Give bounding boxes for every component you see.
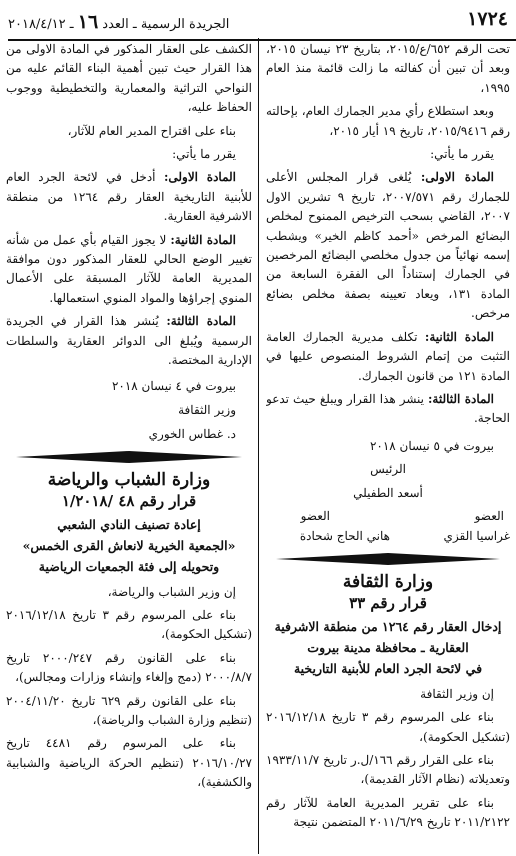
subject-line: وتحويله إلى فئة الجمعيات الرياضية	[38, 558, 220, 574]
signer-name: د. غطاس الخوري	[148, 427, 236, 442]
paragraph: بناء على تقرير المديرية العامة للآثار رقم ٢٠١١/٢١٢٢ تاريخ ٢٠١١/٦/٢٩ المتضمن نتيجة	[266, 795, 510, 830]
signature-block	[6, 377, 252, 445]
decision-title: قرار رقم ٣٣	[349, 594, 427, 613]
right-column	[266, 40, 510, 852]
member-name: غراسيا القزي	[443, 528, 510, 543]
article-text: تكلف مديرية الجمارك العامة التثبت من إتمام الشروط المنصوص عليها في المادة ١٢١ من قانون الجمارك.	[266, 329, 510, 383]
paragraph: بناء على القرار رقم ١٦٦/ل.ر تاريخ ١٩٣٣/١١/٧ وتعديلاته (نظام الآثار القديمة)،	[266, 752, 510, 787]
subject-line: إعادة تصنيف النادي الشعبي	[57, 516, 201, 532]
paragraph: بناء على المرسوم رقم ٤٤٨١ تاريخ ٢٠١٦/١٠/٢٧ (تنظيم الحركة الرياضية والشبابية والكشفية)،	[6, 736, 252, 790]
minister-intro: إن وزير الثقافة	[420, 686, 494, 701]
resolves-line: يقرر ما يأتي:	[430, 147, 494, 162]
page-number: ١٧٢٤	[467, 8, 508, 30]
article-label: المادة الثالثة:	[166, 314, 236, 329]
subject-line: إدخال العقار رقم ١٢٦٤ من منطقة الاشرفية	[274, 618, 502, 634]
article-1	[6, 168, 252, 226]
article-2	[266, 328, 510, 386]
article-1	[266, 168, 510, 323]
subject-line: العقارية ـ محافظة مدينة بيروت	[307, 639, 469, 655]
article-3	[266, 390, 510, 429]
minister-intro: إن وزير الشباب والرياضة،	[107, 584, 236, 599]
paragraph: بناء على القانون رقم ٦٢٩ تاريخ ٢٠٠٤/١١/٢٠ (تنظيم وزارة الشباب والرياضة)،	[6, 693, 252, 727]
issue-number: ١٦	[77, 11, 99, 33]
ministry-heading: وزارة الشباب والرياضة	[47, 469, 211, 490]
article-text: يُلغى قرار المجلس الأعلى للجمارك رقم ٢٠٠٧/٥٧١، تاريخ ٩ تشرين الاول ٢٠٠٧، القاضي بسحب الترخيص الممنوح لمخلص البضائع المرخص «أحمد كاظم الخير» ويشطب إسمه نهائياً من جدول مخلصي البضائع المرخصين في الجمارك إستناداً الى الفقرة السابعة من المادة ١٣١، ويعاد تعيينه بصفة مخلص بضائع مرخص.	[266, 170, 510, 321]
paragraph: بناء على المرسوم رقم ٣ تاريخ ٢٠١٦/١٢/١٨ (تشكيل الحكومة)،	[266, 710, 510, 744]
paragraph: بناء على القانون رقم ٢٠٠٠/٢٤٧ تاريخ ٢٠٠٠/٨/٧ (دمج وإلغاء وإنشاء وزارات ومجالس)،	[6, 650, 252, 685]
president-name: أسعد الطفيلي	[353, 485, 423, 500]
sign-place-date: بيروت في ٥ نيسان ٢٠١٨	[369, 438, 494, 453]
resolves-line: يقرر ما يأتي:	[172, 147, 236, 162]
paragraph: وبعد استطلاع رأي مدير الجمارك العام، بإحالته رقم ٢٠١٥/٩٤١٦، تاريخ ١٩ أيار ٢٠١٥،	[266, 104, 510, 138]
sign-place-date: بيروت في ٤ نيسان ٢٠١٨	[111, 378, 236, 393]
left-column	[6, 40, 252, 852]
member-label: العضو	[474, 508, 504, 523]
article-text: لا يجوز القيام بأي عمل من شأنه تغيير الوضع الحالي للعقار المذكور دون موافقة المديرية العامة للآثار المسبقة على الأعمال المنوي إجراؤها والمواد المنوي استعمالها.	[6, 232, 252, 305]
article-label: المادة الثالثة:	[427, 391, 494, 406]
decision-subject	[6, 514, 252, 577]
decision-title: قرار رقم ٤٨ /١/٢٠١٨	[61, 492, 197, 511]
issue-date: ـ ٢٠١٨/٤/١٢	[8, 17, 74, 32]
section-ornament	[6, 451, 252, 463]
ministry-heading: وزارة الثقافة	[342, 571, 434, 592]
paragraph: بناء على اقتراح المدير العام للآثار،	[67, 123, 236, 138]
decision-subject	[266, 616, 510, 679]
column-divider	[258, 38, 259, 854]
article-label: المادة الثانية:	[424, 329, 494, 344]
member-name: هاني الحاج شحادة	[299, 528, 390, 543]
article-text: ينشر هذا القرار ويبلغ حيث تدعو الحاجة.	[266, 391, 510, 426]
article-text: أدخل في لائحة الجرد العام للأبنية التاريخية العقار رقم ١٢٦٤ من منطقة الاشرفية العقارية.	[6, 170, 252, 224]
subject-line: «الجمعية الخيرية لانعاش القرى الخمس»	[22, 537, 236, 553]
gazette-title: الجريدة الرسمية ـ العدد	[102, 17, 230, 32]
signer-title: وزير الثقافة	[178, 402, 236, 417]
article-label: المادة الاولى:	[420, 170, 494, 185]
member-label: العضو	[300, 508, 330, 523]
article-3	[6, 312, 252, 370]
gazette-header-title	[8, 11, 229, 33]
section-ornament	[266, 553, 510, 565]
article-label: المادة الثانية:	[170, 232, 236, 247]
paragraph: تحت الرقم ٦٥٢/ع/٢٠١٥، بتاريخ ٢٣ نيسان ٢٠١٥، وبعد أن تبين أن كفالته ما زالت قائمة منذ العام ١٩٩٥،	[266, 42, 510, 95]
article-text: يُنشر هذا القرار في الجريدة الرسمية ويُبلغ الى الدوائر العقارية والسلطات الإدارية المختصة.	[6, 314, 252, 368]
members-signatures	[266, 507, 510, 547]
page-header	[4, 8, 512, 34]
article-label: المادة الاولى:	[163, 170, 236, 185]
paragraph: بناء على المرسوم رقم ٣ تاريخ ٢٠١٦/١٢/١٨ (تشكيل الحكومة)،	[6, 607, 252, 642]
president-label: الرئيس	[370, 462, 406, 477]
subject-line: في لائحة الجرد العام للأبنية التاريخية	[293, 660, 483, 676]
paragraph: الكشف على العقار المذكور في المادة الاولى من هذا القرار حيث تبين أهمية البناء القائم عليه من النواحي التراثية والمعمارية والتخطيطية ووجوب الحفاظ عليه،	[6, 42, 252, 115]
article-2	[6, 231, 252, 309]
